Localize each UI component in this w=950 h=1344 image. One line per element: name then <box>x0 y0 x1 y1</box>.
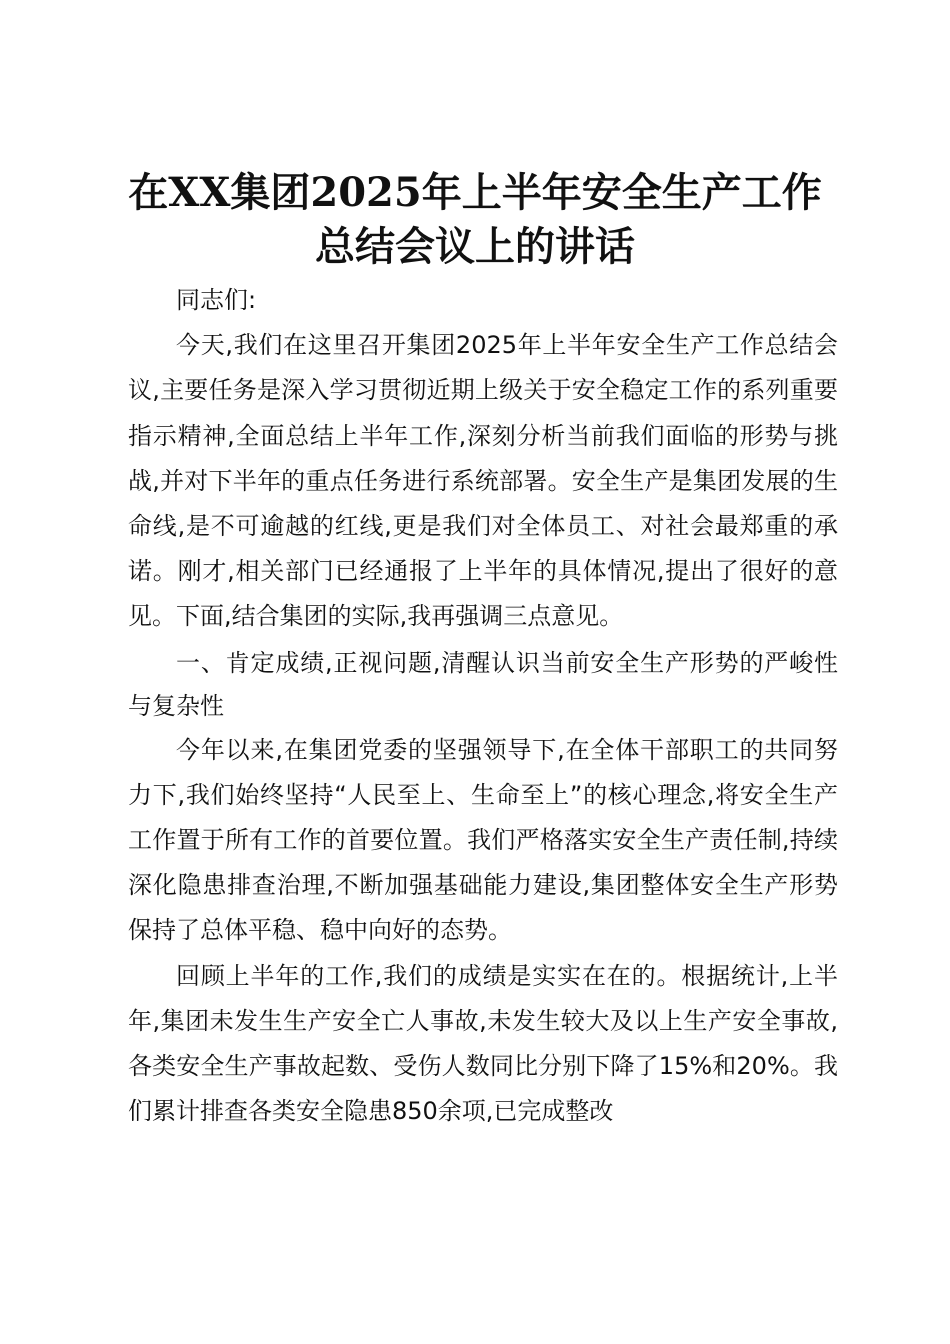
paragraph-review: 回顾上半年的工作,我们的成绩是实实在在的。根据统计,上半年,集团未发生生产安全亡人事故,未发生较大及以上生产安全事故,各类安全生产事故起数、受伤人数同比分别下降了15%和20%。我们累计排查各类安全隐患850余项,已完成整改 <box>128 961 838 1126</box>
document-title <box>0 166 950 274</box>
document-body <box>128 278 838 1134</box>
paragraph-achievements: 今年以来,在集团党委的坚强领导下,在全体干部职工的共同努力下,我们始终坚持“人民至上、生命至上”的核心理念,将安全生产工作置于所有工作的首要位置。我们严格落实安全生产责任制,持续深化隐患排查治理,不断加强基础能力建设,集团整体安全生产形势保持了总体平稳、稳中向好的态势。 <box>128 735 838 945</box>
title-line-2: 总结会议上的讲话 <box>315 223 635 270</box>
section-heading-1: 一、肯定成绩,正视问题,清醒认识当前安全生产形势的严峻性与复杂性 <box>128 648 838 720</box>
title-line-1: 在XX集团2025年上半年安全生产工作 <box>128 169 822 216</box>
paragraph-intro: 今天,我们在这里召开集团2025年上半年安全生产工作总结会议,主要任务是深入学习贯彻近期上级关于安全稳定工作的系列重要指示精神,全面总结上半年工作,深刻分析当前我们面临的形势与挑战,并对下半年的重点任务进行系统部署。安全生产是集团发展的生命线,是不可逾越的红线,更是我们对全体员工、对社会最郑重的承诺。刚才,相关部门已经通报了上半年的具体情况,提出了很好的意见。下面,结合集团的实际,我再强调三点意见。 <box>128 331 838 631</box>
salutation: 同志们: <box>176 286 257 314</box>
